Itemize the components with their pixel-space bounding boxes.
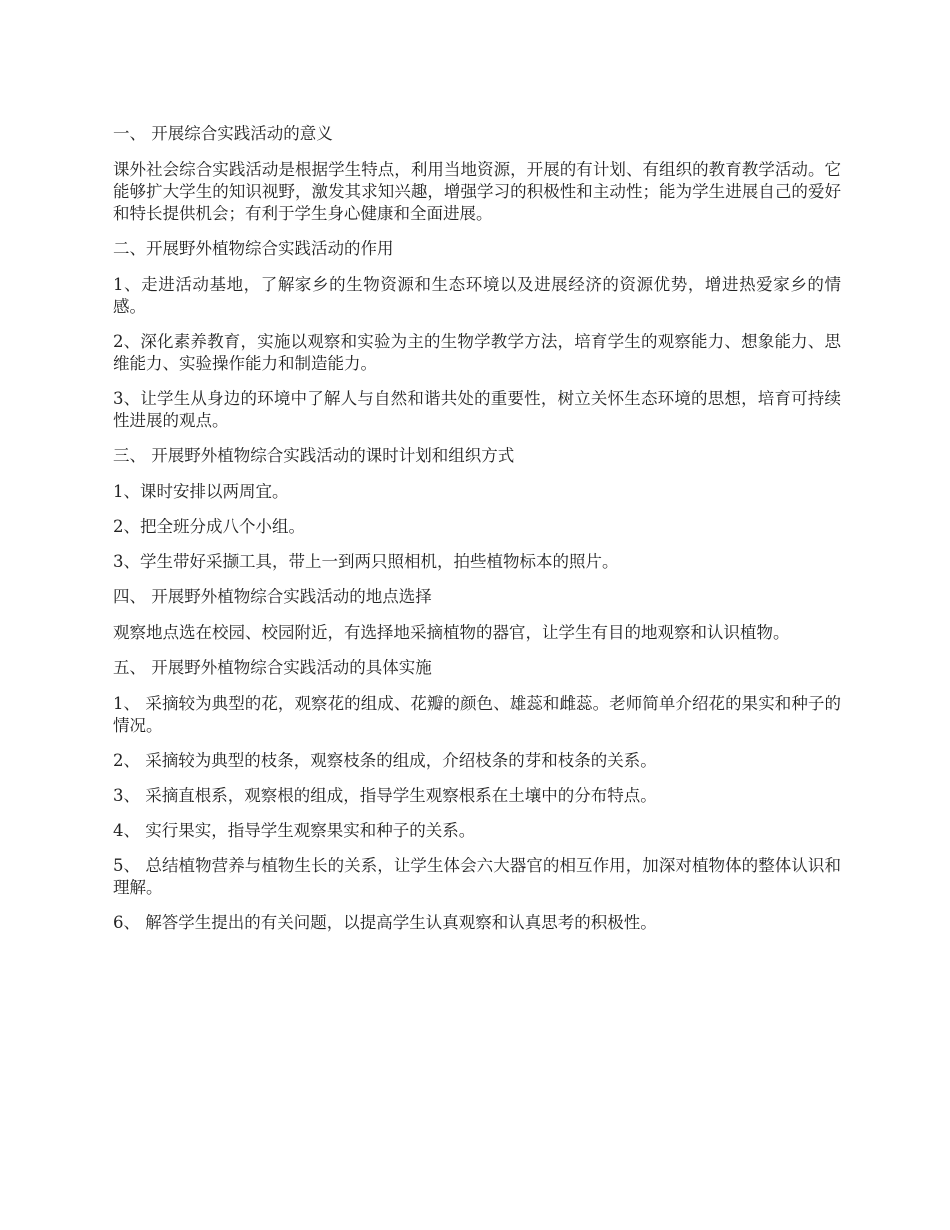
paragraph: 观察地点选在校园、校园附近，有选择地采摘植物的器官，让学生有目的地观察和认识植物。	[113, 623, 790, 642]
list-item: 2、把全班分成八个小组。	[113, 517, 305, 536]
list-item: 4、 实行果实，指导学生观察果实和种子的关系。	[113, 821, 476, 840]
list-item: 6、 解答学生提出的有关问题，以提高学生认真观察和认真思考的积极性。	[113, 913, 657, 932]
list-item: 3、让学生从身边的环境中了解人与自然和谐共处的重要性，树立关怀生态环境的思想，培育可持续性进展的观点。	[113, 389, 841, 430]
list-item: 3、学生带好采撷工具，带上一到两只照相机，拍些植物标本的照片。	[113, 552, 619, 571]
section-heading-2: 二、开展野外植物综合实践活动的作用	[113, 239, 394, 258]
list-item: 1、走进活动基地，了解家乡的生物资源和生态环境以及进展经济的资源优势，增进热爱家乡的情感。	[113, 275, 841, 316]
section-heading-3: 三、 开展野外植物综合实践活动的课时计划和组织方式	[113, 446, 515, 465]
document-body	[113, 123, 841, 947]
list-item: 1、课时安排以两周宜。	[113, 482, 289, 501]
section-heading-4: 四、 开展野外植物综合实践活动的地点选择	[113, 587, 432, 606]
list-item: 1、 采摘较为典型的花，观察花的组成、花瓣的颜色、雄蕊和雌蕊。老师简单介绍花的果实和种子的情况。	[113, 694, 841, 735]
list-item: 2、深化素养教育，实施以观察和实验为主的生物学教学方法，培育学生的观察能力、想象能力、思维能力、实验操作能力和制造能力。	[113, 332, 841, 373]
section-heading-5: 五、 开展野外植物综合实践活动的具体实施	[113, 658, 432, 677]
section-heading-1: 一、 开展综合实践活动的意义	[113, 124, 333, 143]
list-item: 3、 采摘直根系，观察根的组成，指导学生观察根系在土壤中的分布特点。	[113, 786, 657, 805]
list-item: 5、 总结植物营养与植物生长的关系，让学生体会六大器官的相互作用，加深对植物体的整体认识和理解。	[113, 856, 841, 897]
list-item: 2、 采摘较为典型的枝条，观察枝条的组成，介绍枝条的芽和枝条的关系。	[113, 751, 657, 770]
paragraph: 课外社会综合实践活动是根据学生特点，利用当地资源，开展的有计划、有组织的教育教学活动。它能够扩大学生的知识视野，激发其求知兴趣，增强学习的积极性和主动性；能为学生进展自己的爱好和特长提供机会；有利于学生身心健康和全面进展。	[113, 160, 841, 223]
